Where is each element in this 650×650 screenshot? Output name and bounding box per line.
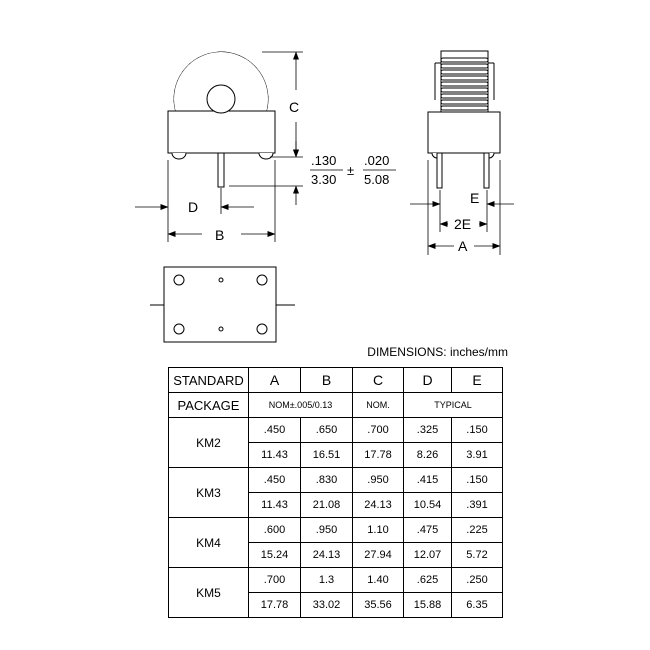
side-lead-left xyxy=(437,153,442,188)
cell-inch-a: .700 xyxy=(249,568,301,593)
cell-inch-b: .830 xyxy=(301,468,353,493)
cell-inch-e: .250 xyxy=(452,568,503,593)
lead-length-mm: 3.30 xyxy=(311,172,337,187)
cell-mm-b: 16.51 xyxy=(301,443,353,468)
dim-label-c: C xyxy=(289,99,300,115)
cell-inch-a: .600 xyxy=(249,518,301,543)
cell-mm-b: 21.08 xyxy=(301,493,353,518)
base-foot-left xyxy=(172,153,186,159)
package-name: KM2 xyxy=(169,418,249,468)
cell-mm-e: 5.72 xyxy=(452,543,503,568)
cell-inch-e: .225 xyxy=(452,518,503,543)
bottom-view xyxy=(150,267,295,342)
side-lead-right xyxy=(484,153,489,188)
cell-inch-a: .450 xyxy=(249,418,301,443)
col-header-a: A xyxy=(249,368,301,393)
cell-inch-d: .415 xyxy=(404,468,452,493)
cell-mm-b: 24.13 xyxy=(301,543,353,568)
cell-inch-e: .150 xyxy=(452,468,503,493)
cell-mm-e: .391 xyxy=(452,493,503,518)
dim-label-d: D xyxy=(188,199,199,215)
dimensions-caption: DIMENSIONS: inches/mm xyxy=(367,345,508,359)
table-row xyxy=(169,568,503,593)
cell-mm-c: 24.13 xyxy=(353,493,404,518)
cell-inch-d: .625 xyxy=(404,568,452,593)
dim-label-a: A xyxy=(458,238,468,254)
tolerance-inch: .020 xyxy=(364,153,390,168)
cell-inch-c: .950 xyxy=(353,468,404,493)
cell-mm-c: 27.94 xyxy=(353,543,404,568)
cell-inch-c: 1.40 xyxy=(353,568,404,593)
package-name: KM3 xyxy=(169,468,249,518)
cell-mm-d: 8.26 xyxy=(404,443,452,468)
cell-inch-c: .700 xyxy=(353,418,404,443)
cell-mm-a: 15.24 xyxy=(249,543,301,568)
table-row xyxy=(169,518,503,543)
cell-inch-b: .950 xyxy=(301,518,353,543)
cell-mm-a: 11.43 xyxy=(249,443,301,468)
cell-inch-e: .150 xyxy=(452,418,503,443)
cell-mm-d: 12.07 xyxy=(404,543,452,568)
cell-mm-b: 33.02 xyxy=(301,593,353,618)
cell-mm-e: 3.91 xyxy=(452,443,503,468)
dim-label-b: B xyxy=(215,227,225,243)
cell-inch-b: 1.3 xyxy=(301,568,353,593)
cell-mm-c: 17.78 xyxy=(353,443,404,468)
side-coil-windings xyxy=(441,58,488,110)
table-row xyxy=(169,418,503,443)
side-base-block xyxy=(428,112,500,153)
base-foot-right xyxy=(259,153,273,159)
dim-label-e: E xyxy=(470,190,480,206)
note-c: NOM. xyxy=(353,393,404,418)
package-name: KM5 xyxy=(169,568,249,618)
cell-mm-d: 15.88 xyxy=(404,593,452,618)
lead-length-inch: .130 xyxy=(311,153,337,168)
header-row-letters xyxy=(169,368,503,393)
table-row xyxy=(169,468,503,493)
cell-inch-b: .650 xyxy=(301,418,353,443)
side-view xyxy=(428,51,500,188)
cell-inch-d: .325 xyxy=(404,418,452,443)
cell-mm-e: 6.35 xyxy=(452,593,503,618)
center-lead xyxy=(218,153,224,187)
col-header-d: D xyxy=(404,368,452,393)
dimensions-table xyxy=(168,367,503,618)
note-ab: NOM±.005/0.13 xyxy=(249,393,353,418)
header-row-notes xyxy=(169,393,503,418)
package-name: KM4 xyxy=(169,518,249,568)
cell-mm-c: 35.56 xyxy=(353,593,404,618)
package-header: PACKAGE xyxy=(169,393,249,418)
cell-inch-c: 1.10 xyxy=(353,518,404,543)
dim-label-2e: 2E xyxy=(454,216,472,232)
note-de: TYPICAL xyxy=(404,393,503,418)
plus-minus-sign: ± xyxy=(347,163,355,178)
cell-inch-d: .475 xyxy=(404,518,452,543)
col-header-b: B xyxy=(301,368,353,393)
cell-mm-a: 11.43 xyxy=(249,493,301,518)
base-block xyxy=(168,111,275,153)
col-header-c: C xyxy=(353,368,404,393)
cell-mm-a: 17.78 xyxy=(249,593,301,618)
tolerance-mm: 5.08 xyxy=(364,172,390,187)
cell-mm-d: 10.54 xyxy=(404,493,452,518)
cell-inch-a: .450 xyxy=(249,468,301,493)
toroid-core-hole xyxy=(207,85,235,113)
col-header-e: E xyxy=(452,368,503,393)
front-view xyxy=(168,52,275,187)
standard-header: STANDARD xyxy=(169,368,249,393)
